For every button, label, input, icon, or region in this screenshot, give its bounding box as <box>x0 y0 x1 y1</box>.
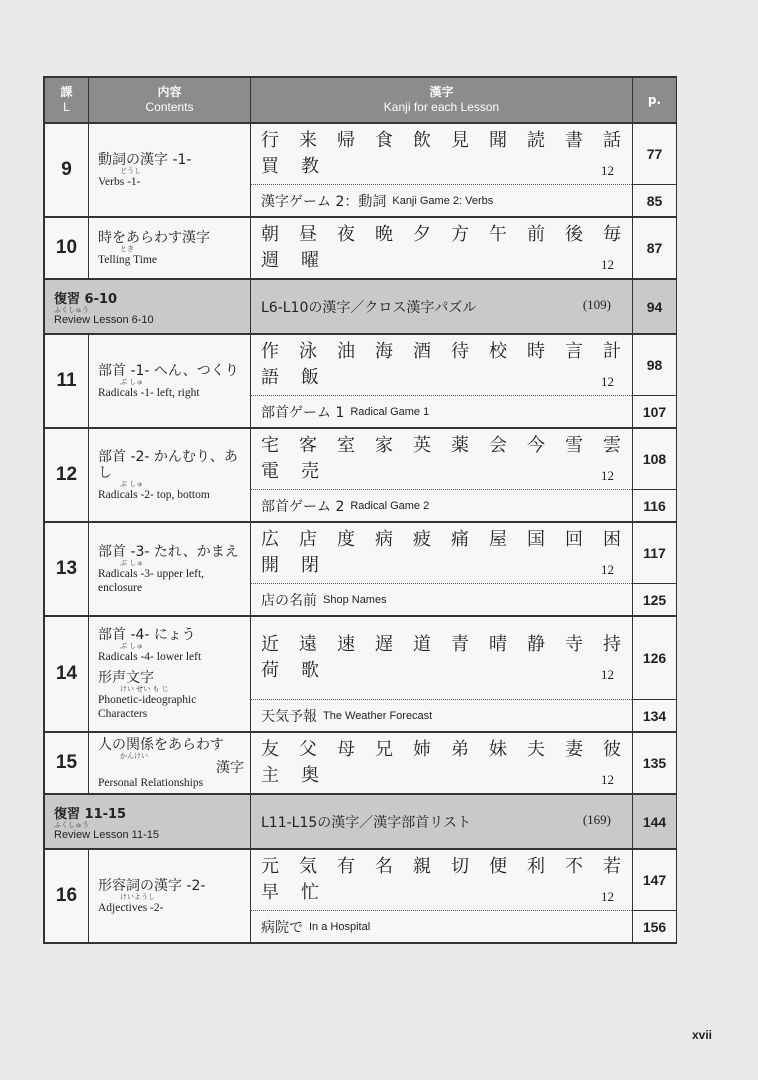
lesson-contents <box>89 523 251 616</box>
game-title: 病院で <box>261 919 303 936</box>
lesson-row <box>44 849 677 943</box>
kanji-char: 国 <box>527 529 545 550</box>
kanji-row <box>261 154 632 180</box>
game-title: 部首ゲーム 1 <box>261 404 345 421</box>
review-kanji <box>251 280 633 334</box>
kanji-char: 利 <box>527 856 545 877</box>
game-page-number: 134 <box>633 699 676 731</box>
kanji-char: 飯 <box>301 367 319 388</box>
kanji-row <box>261 222 621 248</box>
kanji-char: 母 <box>337 739 355 760</box>
lesson-number: 9 <box>45 124 89 217</box>
ruby: ぶ しゅ <box>120 558 144 567</box>
kanji-char: 行 <box>261 130 279 151</box>
review-page-number: 94 <box>633 280 677 334</box>
kanji-char: 夫 <box>527 739 545 760</box>
lesson-title-jp: 形容詞の漢字 -2- <box>98 877 206 894</box>
game-page-number: 116 <box>633 489 676 521</box>
lesson-number: 11 <box>45 335 89 428</box>
kanji-char: 宅 <box>261 435 279 456</box>
review-title-en: Review Lesson 6-10 <box>54 313 154 326</box>
kanji-count: 12 <box>601 257 614 272</box>
kanji-char: 海 <box>375 341 393 362</box>
kanji-char: 曜 <box>301 250 319 271</box>
lesson-kanji <box>251 429 633 522</box>
lesson-title-jp2: 漢字 <box>216 759 244 776</box>
page-number: 87 <box>646 240 663 256</box>
kanji-char: 話 <box>603 130 621 151</box>
kanji-char: 病 <box>375 529 393 550</box>
kanji-char: 早 <box>261 882 279 903</box>
review-description: L6-L10の漢字／クロス漢字パズル <box>261 299 477 316</box>
page-number: 135 <box>642 755 667 771</box>
lesson-pages <box>633 523 677 616</box>
kanji-char: 今 <box>527 435 545 456</box>
kanji-char: 方 <box>451 224 469 245</box>
kanji-char: 切 <box>451 856 469 877</box>
kanji-char: 疲 <box>413 529 431 550</box>
game-title-en: Radical Game 1 <box>350 405 430 418</box>
kanji-char: 父 <box>299 739 317 760</box>
kanji-char: 妹 <box>489 739 507 760</box>
kanji-char: 書 <box>565 130 583 151</box>
kanji-char: 閉 <box>301 555 319 576</box>
lesson-title-en: Adjectives -2- <box>98 901 164 914</box>
kanji-char: 夕 <box>413 224 431 245</box>
kanji-char: 語 <box>261 367 279 388</box>
lesson-number: 15 <box>45 733 89 794</box>
kanji-row <box>261 248 632 274</box>
kanji-count: 12 <box>601 889 614 904</box>
lesson-pages <box>633 617 677 732</box>
kanji-char: 晩 <box>375 224 393 245</box>
lesson-row <box>44 522 677 616</box>
kanji-count: 12 <box>601 562 614 577</box>
lesson-header: 課 L <box>45 78 89 123</box>
lesson-pages <box>633 218 677 279</box>
game-page-number: 85 <box>633 184 676 216</box>
lesson-number: 13 <box>45 523 89 616</box>
kanji-char: 回 <box>565 529 583 550</box>
kanji-char: 後 <box>565 224 583 245</box>
lesson-pages <box>633 733 677 794</box>
lesson-contents <box>89 733 251 794</box>
contents-table <box>43 76 677 944</box>
game-title-en: Kanji Game 2: Verbs <box>392 194 494 207</box>
kanji-char: 晴 <box>489 634 507 655</box>
lesson-title-en: Telling Time <box>98 253 157 266</box>
kanji-row <box>261 658 632 684</box>
kanji-count: 12 <box>601 468 614 483</box>
lesson-number: 16 <box>45 850 89 943</box>
kanji-char: 彼 <box>603 739 621 760</box>
kanji-char: 泳 <box>299 341 317 362</box>
review-page-number: 144 <box>633 795 677 849</box>
lesson-contents <box>89 850 251 943</box>
kanji-char: 近 <box>261 634 279 655</box>
kanji-char: 待 <box>451 341 469 362</box>
game-title-en: In a Hospital <box>309 920 371 933</box>
page-number: 147 <box>642 872 667 888</box>
lesson-row <box>44 217 677 279</box>
lesson-number: 12 <box>45 429 89 522</box>
kanji-char: 広 <box>261 529 279 550</box>
kanji-char: 作 <box>261 341 279 362</box>
kanji-count: 12 <box>601 163 614 178</box>
game-title: 天気予報 <box>261 708 317 725</box>
kanji-char: 室 <box>337 435 355 456</box>
kanji-char: 気 <box>299 856 317 877</box>
kanji-char: 妻 <box>565 739 583 760</box>
lesson-title-en: Radicals -3- upper left, enclosure <box>98 567 205 594</box>
review-title-en: Review Lesson 11-15 <box>54 828 159 841</box>
kanji-char: 読 <box>527 130 545 151</box>
kanji-char: 午 <box>489 224 507 245</box>
kanji-char: 弟 <box>451 739 469 760</box>
kanji-char: 歌 <box>301 660 319 681</box>
kanji-char: 不 <box>565 856 583 877</box>
kanji-row <box>261 339 621 365</box>
kanji-count: 12 <box>601 374 614 389</box>
kanji-char: 週 <box>261 250 279 271</box>
lesson-title-jp: 部首 -2- かんむり、あし <box>98 448 238 481</box>
lesson-title-jp: 部首 -1- へん、つくり <box>98 362 239 379</box>
game-row <box>251 489 632 521</box>
game-page-number: 125 <box>633 583 676 615</box>
kanji-char: 主 <box>261 765 279 786</box>
review-contents <box>45 280 251 334</box>
ruby: けいようし <box>120 892 155 901</box>
lesson-pages <box>633 335 677 428</box>
game-title: 漢字ゲーム 2：動詞 <box>261 193 387 210</box>
review-sub-page: (109) <box>582 296 611 312</box>
kanji-char: 速 <box>337 634 355 655</box>
lesson-row <box>44 123 677 217</box>
lesson-contents <box>89 429 251 522</box>
kanji-row <box>261 433 621 459</box>
lesson-title-jp: 時をあらわす漢字 <box>98 229 210 246</box>
ruby: かんけい <box>120 751 148 760</box>
ruby: とき <box>120 244 134 253</box>
lesson-row <box>44 334 677 428</box>
review-row <box>44 279 677 334</box>
kanji-char: 親 <box>413 856 431 877</box>
kanji-char: 雲 <box>603 435 621 456</box>
lesson-title-en: Radicals -2- top, bottom <box>98 488 210 501</box>
kanji-char: 言 <box>565 341 583 362</box>
kanji-char: 客 <box>299 435 317 456</box>
game-row <box>251 699 632 731</box>
lesson-contents <box>89 124 251 217</box>
kanji-char: 屋 <box>489 529 507 550</box>
kanji-char: 姉 <box>413 739 431 760</box>
kanji-char: 家 <box>375 435 393 456</box>
review-title: 復習 6-10 <box>54 291 118 307</box>
lesson-kanji <box>251 335 633 428</box>
lesson-title-en: Radicals -4- lower left <box>98 651 202 663</box>
kanji-char: 忙 <box>301 882 319 903</box>
kanji-char: 教 <box>301 156 319 177</box>
lesson-title-en: Radicals -1- left, right <box>98 386 200 399</box>
kanji-char: 痛 <box>451 529 469 550</box>
kanji-char: 飲 <box>413 130 431 151</box>
review-contents <box>45 795 251 849</box>
lesson-title-en: Personal Relationships <box>98 776 204 789</box>
game-row <box>251 184 632 216</box>
lesson-number: 14 <box>45 617 89 732</box>
lesson-row <box>44 732 677 794</box>
ruby: ぶ しゅ <box>120 479 144 488</box>
kanji-char: 青 <box>451 634 469 655</box>
kanji-char: 奥 <box>301 765 319 786</box>
game-title-en: The Weather Forecast <box>323 709 433 722</box>
kanji-row <box>261 527 621 553</box>
kanji-char: 見 <box>451 130 469 151</box>
review-sub-page: (169) <box>582 811 611 827</box>
kanji-char: 聞 <box>489 130 507 151</box>
kanji-char: 電 <box>261 461 279 482</box>
kanji-char: 道 <box>413 634 431 655</box>
lesson-title-jp: 部首 -3- たれ、かまえ <box>98 543 239 560</box>
kanji-row <box>261 553 632 579</box>
game-row <box>251 583 632 615</box>
kanji-char: 食 <box>375 130 393 151</box>
kanji-char: 店 <box>299 529 317 550</box>
contents-header: 内容 Contents <box>89 78 251 123</box>
kanji-char: 元 <box>261 856 279 877</box>
lesson-title2-jp: 形声文字 <box>98 670 154 686</box>
table-header <box>45 78 677 123</box>
kanji-char: 薬 <box>451 435 469 456</box>
kanji-char: 夜 <box>337 224 355 245</box>
page-number: 117 <box>643 545 666 561</box>
kanji-header: 漢字 Kanji for each Lesson <box>251 78 633 123</box>
kanji-char: 寺 <box>565 634 583 655</box>
game-page-number: 156 <box>633 910 676 942</box>
kanji-char: 計 <box>603 341 621 362</box>
ruby: ふくしゅう <box>54 305 89 314</box>
kanji-char: 若 <box>603 856 621 877</box>
lesson-kanji <box>251 124 633 217</box>
lesson-kanji <box>251 617 633 732</box>
lesson-pages <box>633 429 677 522</box>
kanji-char: 荷 <box>261 660 279 681</box>
kanji-char: 朝 <box>261 224 279 245</box>
page-header: p. <box>633 78 677 123</box>
lesson-contents <box>89 335 251 428</box>
lesson-title-jp: 部首 -4- にょう <box>98 627 196 643</box>
kanji-count: 12 <box>601 667 614 682</box>
kanji-count: 12 <box>601 772 614 787</box>
kanji-char: 買 <box>261 156 279 177</box>
review-title: 復習 11-15 <box>54 806 127 822</box>
lesson-pages <box>633 850 677 943</box>
lesson-kanji <box>251 733 633 794</box>
lesson-title-en: Verbs -1- <box>98 175 141 188</box>
lesson-contents <box>89 617 251 732</box>
kanji-char: 有 <box>337 856 355 877</box>
kanji-char: 前 <box>527 224 545 245</box>
kanji-char: 兄 <box>375 739 393 760</box>
page-folio: xvii <box>691 1028 712 1042</box>
ruby: けい せい も じ <box>120 685 169 693</box>
kanji-char: 英 <box>413 435 431 456</box>
kanji-row <box>261 763 632 789</box>
kanji-char: 度 <box>337 529 355 550</box>
lesson-title-jp: 動詞の漢字 -1- <box>98 151 192 168</box>
page-number: 126 <box>642 650 667 666</box>
kanji-char: 昼 <box>299 224 317 245</box>
lesson-row <box>44 616 677 732</box>
lesson-title2-en: Phonetic-ideographic Characters <box>98 694 197 720</box>
page-number: 77 <box>646 146 663 162</box>
kanji-char: 売 <box>301 461 319 482</box>
review-description: L11-L15の漢字／漢字部首リスト <box>261 814 471 831</box>
lesson-kanji <box>251 850 633 943</box>
kanji-char: 酒 <box>413 341 431 362</box>
kanji-char: 校 <box>489 341 507 362</box>
lesson-title-jp: 人の関係をあらわす <box>98 736 224 753</box>
ruby: どうし <box>120 166 141 175</box>
kanji-char: 開 <box>261 555 279 576</box>
lesson-kanji <box>251 523 633 616</box>
kanji-row <box>261 632 621 658</box>
kanji-char: 遠 <box>299 634 317 655</box>
lesson-kanji <box>251 218 633 279</box>
review-kanji <box>251 795 633 849</box>
ruby: ぶ しゅ <box>120 642 144 650</box>
game-row <box>251 910 632 942</box>
kanji-row <box>261 459 632 485</box>
kanji-char: 困 <box>603 529 621 550</box>
kanji-char: 遅 <box>375 634 393 655</box>
kanji-char: 名 <box>375 856 393 877</box>
lesson-contents <box>89 218 251 279</box>
lesson-pages <box>633 124 677 217</box>
lesson-row <box>44 428 677 522</box>
kanji-char: 帰 <box>337 130 355 151</box>
page-number: 108 <box>642 451 667 467</box>
page-number: 98 <box>646 357 663 373</box>
ruby: ふくしゅう <box>54 820 89 829</box>
kanji-row <box>261 128 621 154</box>
kanji-char: 便 <box>489 856 507 877</box>
kanji-char: 持 <box>603 634 621 655</box>
kanji-char: 会 <box>489 435 507 456</box>
kanji-char: 来 <box>299 130 317 151</box>
kanji-row <box>261 737 621 763</box>
lesson-number: 10 <box>45 218 89 279</box>
kanji-row <box>261 365 632 391</box>
kanji-char: 静 <box>527 634 545 655</box>
kanji-char: 友 <box>261 739 279 760</box>
kanji-char: 時 <box>527 341 545 362</box>
ruby: ぶ しゅ <box>120 377 144 386</box>
kanji-char: 毎 <box>603 224 621 245</box>
game-row <box>251 395 632 427</box>
review-row <box>44 794 677 849</box>
kanji-char: 油 <box>337 341 355 362</box>
kanji-row <box>261 854 621 880</box>
game-page-number: 107 <box>633 395 676 427</box>
kanji-row <box>261 880 632 906</box>
game-title-en: Shop Names <box>323 593 387 606</box>
kanji-char: 雪 <box>565 435 583 456</box>
game-title: 部首ゲーム 2 <box>261 498 345 515</box>
game-title-en: Radical Game 2 <box>350 499 430 512</box>
game-title: 店の名前 <box>261 592 317 609</box>
